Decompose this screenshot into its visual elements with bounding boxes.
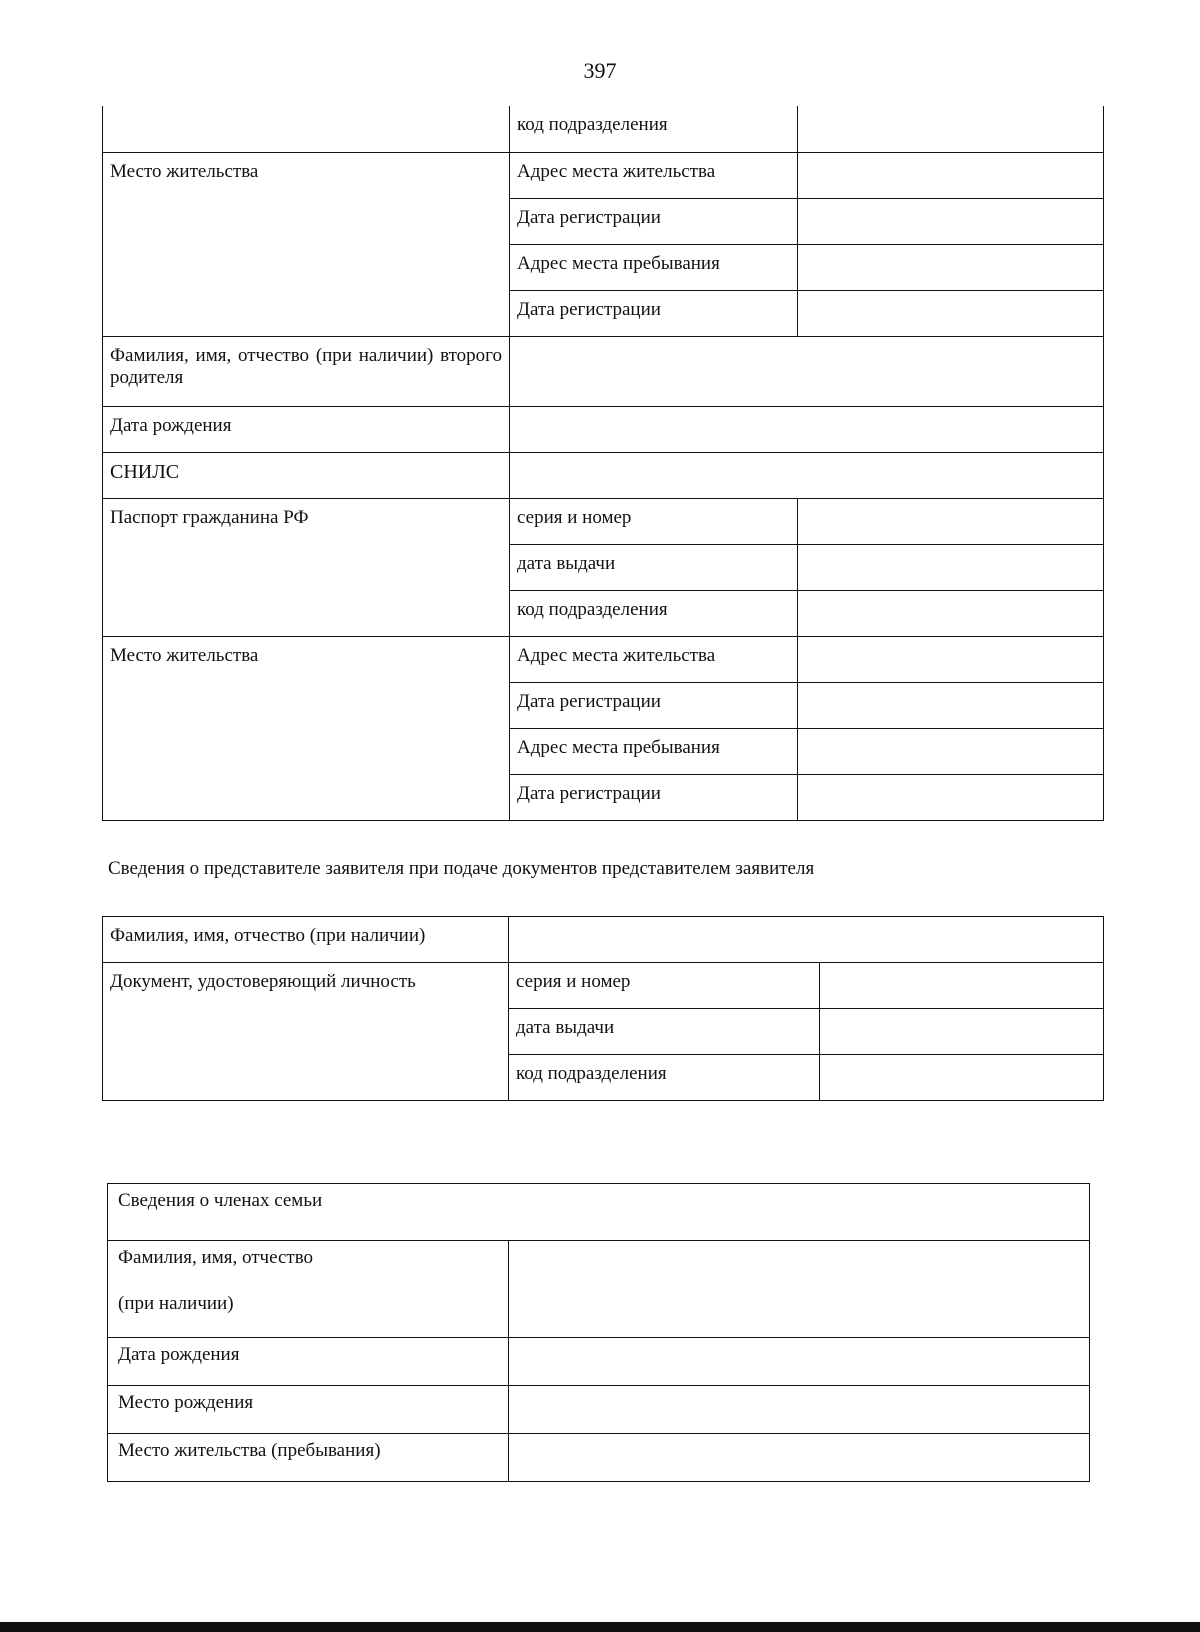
first-parent-residence-registration-date-field[interactable] xyxy=(798,198,1104,244)
table-row xyxy=(103,498,1104,544)
table-row xyxy=(108,1434,1090,1482)
family-name-field[interactable] xyxy=(509,1241,1090,1338)
representative-issue-date-field[interactable] xyxy=(820,1009,1104,1055)
second-parent-stay-address-field[interactable] xyxy=(798,728,1104,774)
family-birth-date-label: Дата рождения xyxy=(108,1338,509,1386)
second-parent-passport-code-field[interactable] xyxy=(798,590,1104,636)
first-parent-passport-code-field[interactable] xyxy=(798,106,1104,152)
first-parent-residence-registration-date-label: Дата регистрации xyxy=(510,198,798,244)
table-row xyxy=(108,1184,1090,1241)
first-parent-residence-label: Место жительства xyxy=(103,152,510,336)
label-cell-empty xyxy=(103,106,510,152)
second-parent-passport-issue-date-label: дата выдачи xyxy=(510,544,798,590)
second-parent-birth-date-label: Дата рождения xyxy=(103,406,510,452)
second-parent-residence-label: Место жительства xyxy=(103,636,510,820)
table-row xyxy=(103,452,1104,498)
table-row xyxy=(103,406,1104,452)
family-residence-label: Место жительства (пребывания) xyxy=(108,1434,509,1482)
scan-edge-divider xyxy=(0,1622,1200,1632)
second-parent-birth-date-field[interactable] xyxy=(510,406,1104,452)
representative-series-label: серия и номер xyxy=(509,963,820,1009)
first-parent-passport-code-label: код подразделения xyxy=(510,106,798,152)
second-parent-passport-series-label: серия и номер xyxy=(510,498,798,544)
family-birth-date-field[interactable] xyxy=(509,1338,1090,1386)
table-row xyxy=(103,106,1104,152)
first-parent-stay-registration-date-field[interactable] xyxy=(798,290,1104,336)
second-parent-passport-label: Паспорт гражданина РФ xyxy=(103,498,510,636)
family-name-label-line2: (при наличии) xyxy=(118,1293,234,1314)
family-table xyxy=(107,1183,1090,1482)
representative-name-field[interactable] xyxy=(509,917,1104,963)
parents-table xyxy=(102,106,1104,821)
table-row xyxy=(103,636,1104,682)
second-parent-name-label: Фамилия, имя, отчество (при наличии) второго родителя xyxy=(103,336,510,406)
table-row xyxy=(108,1338,1090,1386)
representative-heading: Сведения о представителе заявителя при подаче документов представителем заявителя xyxy=(108,858,815,879)
family-residence-field[interactable] xyxy=(509,1434,1090,1482)
family-heading: Сведения о членах семьи xyxy=(108,1184,1090,1241)
second-parent-snils-label: СНИЛС xyxy=(103,452,510,498)
second-parent-passport-code-label: код подразделения xyxy=(510,590,798,636)
page-number: 397 xyxy=(583,58,617,83)
second-parent-residence-address-field[interactable] xyxy=(798,636,1104,682)
first-parent-residence-address-label: Адрес места жительства xyxy=(510,152,798,198)
second-parent-stay-registration-date-field[interactable] xyxy=(798,774,1104,820)
table-row xyxy=(108,1386,1090,1434)
first-parent-stay-address-field[interactable] xyxy=(798,244,1104,290)
family-birth-place-label: Место рождения xyxy=(108,1386,509,1434)
family-birth-place-field[interactable] xyxy=(509,1386,1090,1434)
first-parent-residence-address-field[interactable] xyxy=(798,152,1104,198)
second-parent-stay-address-label: Адрес места пребывания xyxy=(510,728,798,774)
second-parent-stay-registration-date-label: Дата регистрации xyxy=(510,774,798,820)
second-parent-passport-series-field[interactable] xyxy=(798,498,1104,544)
family-name-label-line1: Фамилия, имя, отчество xyxy=(118,1247,314,1268)
table-row xyxy=(103,917,1104,963)
second-parent-residence-registration-date-field[interactable] xyxy=(798,682,1104,728)
representative-issue-date-label: дата выдачи xyxy=(509,1009,820,1055)
table-row xyxy=(103,336,1104,406)
table-row xyxy=(103,963,1104,1009)
table-row xyxy=(108,1241,1090,1338)
second-parent-passport-issue-date-field[interactable] xyxy=(798,544,1104,590)
representative-name-label: Фамилия, имя, отчество (при наличии) xyxy=(103,917,509,963)
representative-table xyxy=(102,916,1104,1101)
second-parent-residence-address-label: Адрес места жительства xyxy=(510,636,798,682)
table-row xyxy=(103,152,1104,198)
first-parent-stay-registration-date-label: Дата регистрации xyxy=(510,290,798,336)
second-parent-name-field[interactable] xyxy=(510,336,1104,406)
representative-code-label: код подразделения xyxy=(509,1055,820,1101)
second-parent-snils-field[interactable] xyxy=(510,452,1104,498)
first-parent-stay-address-label: Адрес места пребывания xyxy=(510,244,798,290)
representative-id-document-label: Документ, удостоверяющий личность xyxy=(103,963,509,1101)
family-name-label xyxy=(108,1241,509,1338)
second-parent-residence-registration-date-label: Дата регистрации xyxy=(510,682,798,728)
representative-series-field[interactable] xyxy=(820,963,1104,1009)
representative-code-field[interactable] xyxy=(820,1055,1104,1101)
